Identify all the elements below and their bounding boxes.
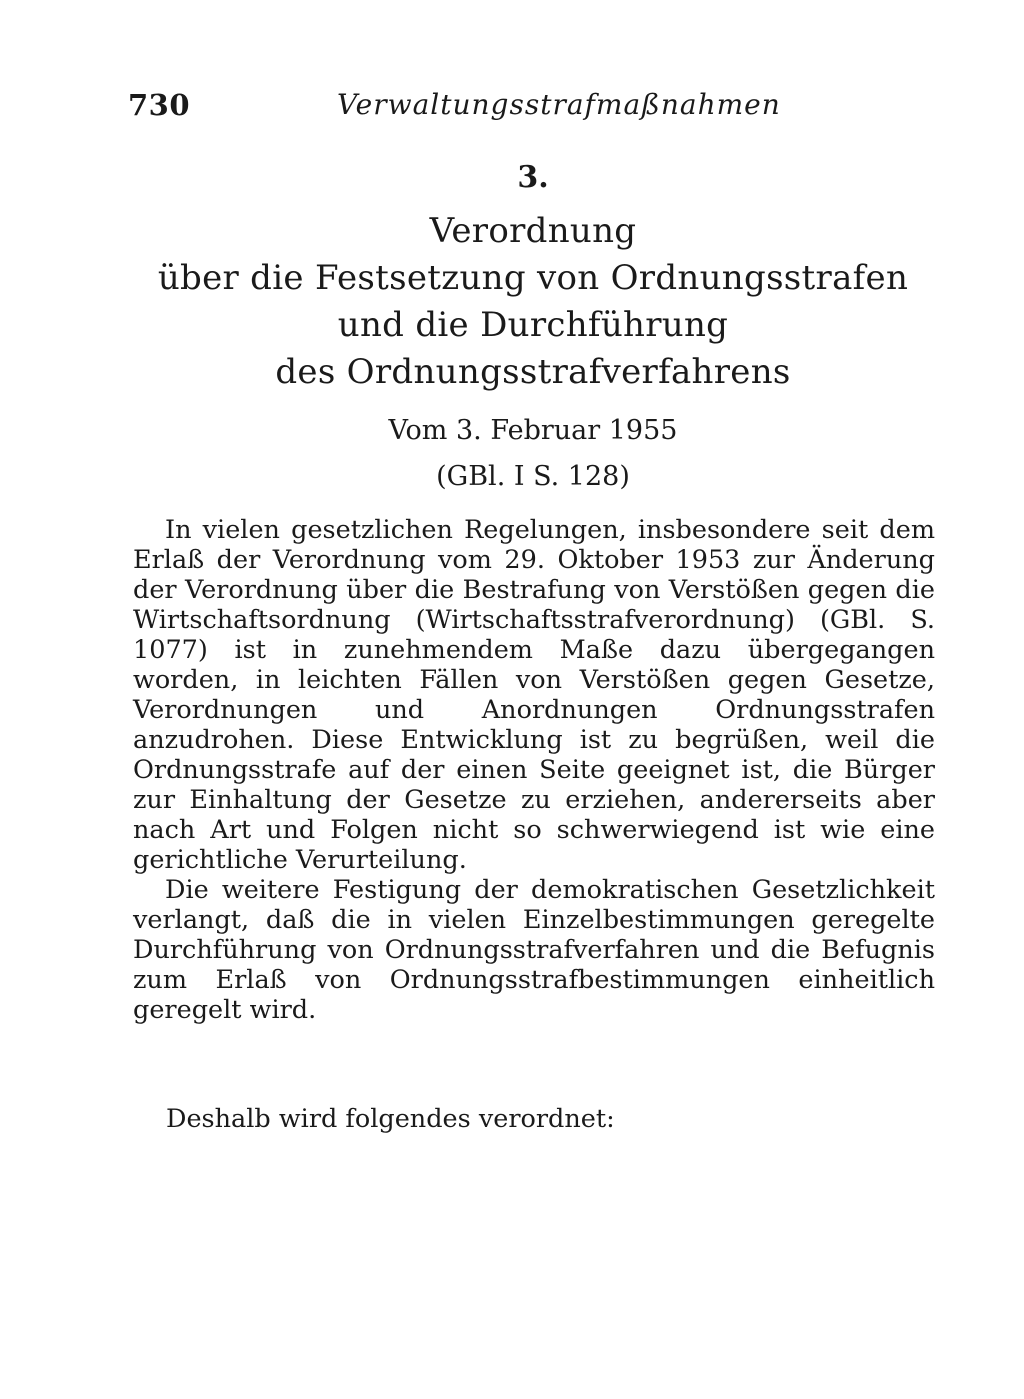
- running-header: [128, 88, 908, 132]
- running-title: Verwaltungsstrafmaßnahmen: [337, 88, 781, 121]
- regulation-heading: [130, 158, 936, 496]
- preamble-paragraph: Die weitere Festigung der demokratischen Gesetzlichkeit verlangt, daß die in vielen Einzelbestimmungen geregelte Durchführung von Ordnungsstrafverfahren und die Befugnis zum Erlaß von Ordnungsstrafbestimmungen einheitlich geregelt wird.: [133, 875, 935, 1025]
- title-line: Verordnung: [429, 211, 637, 251]
- regulation-date: Vom 3. Februar 1955: [388, 415, 678, 446]
- title-line: und die Durchführung: [337, 305, 729, 345]
- title-line: über die Festsetzung von Ordnungsstrafen: [157, 258, 909, 298]
- page-number: 730: [128, 88, 191, 122]
- preamble-text: [133, 515, 935, 1025]
- preamble-paragraph: In vielen gesetzlichen Regelungen, insbesondere seit dem Erlaß der Verordnung vom 29. Oktober 1953 zur Änderung der Verordnung über die Bestrafung von Verstößen gegen die Wirtschaftsordnung (Wirtschaftsstrafverordnung) (GBl. S. 1077) ist in zunehmendem Maße dazu übergegangen worden, in leichten Fällen von Verstößen gegen Gesetze, Verordnungen und Anordnungen Ordnungsstrafen anzudrohen. Diese Entwicklung ist zu begrüßen, weil die Ordnungsstrafe auf der einen Seite geeignet ist, die Bürger zur Einhaltung der Gesetze zu erziehen, andererseits aber nach Art und Folgen nicht so schwerwiegend ist wie eine gerichtliche Verurteilung.: [133, 515, 935, 875]
- title-line: des Ordnungsstrafverfahrens: [275, 352, 791, 392]
- section-number: 3.: [517, 160, 549, 195]
- enactment-clause: Deshalb wird folgendes verordnet:: [166, 1104, 615, 1134]
- gazette-reference: (GBl. I S. 128): [436, 461, 630, 492]
